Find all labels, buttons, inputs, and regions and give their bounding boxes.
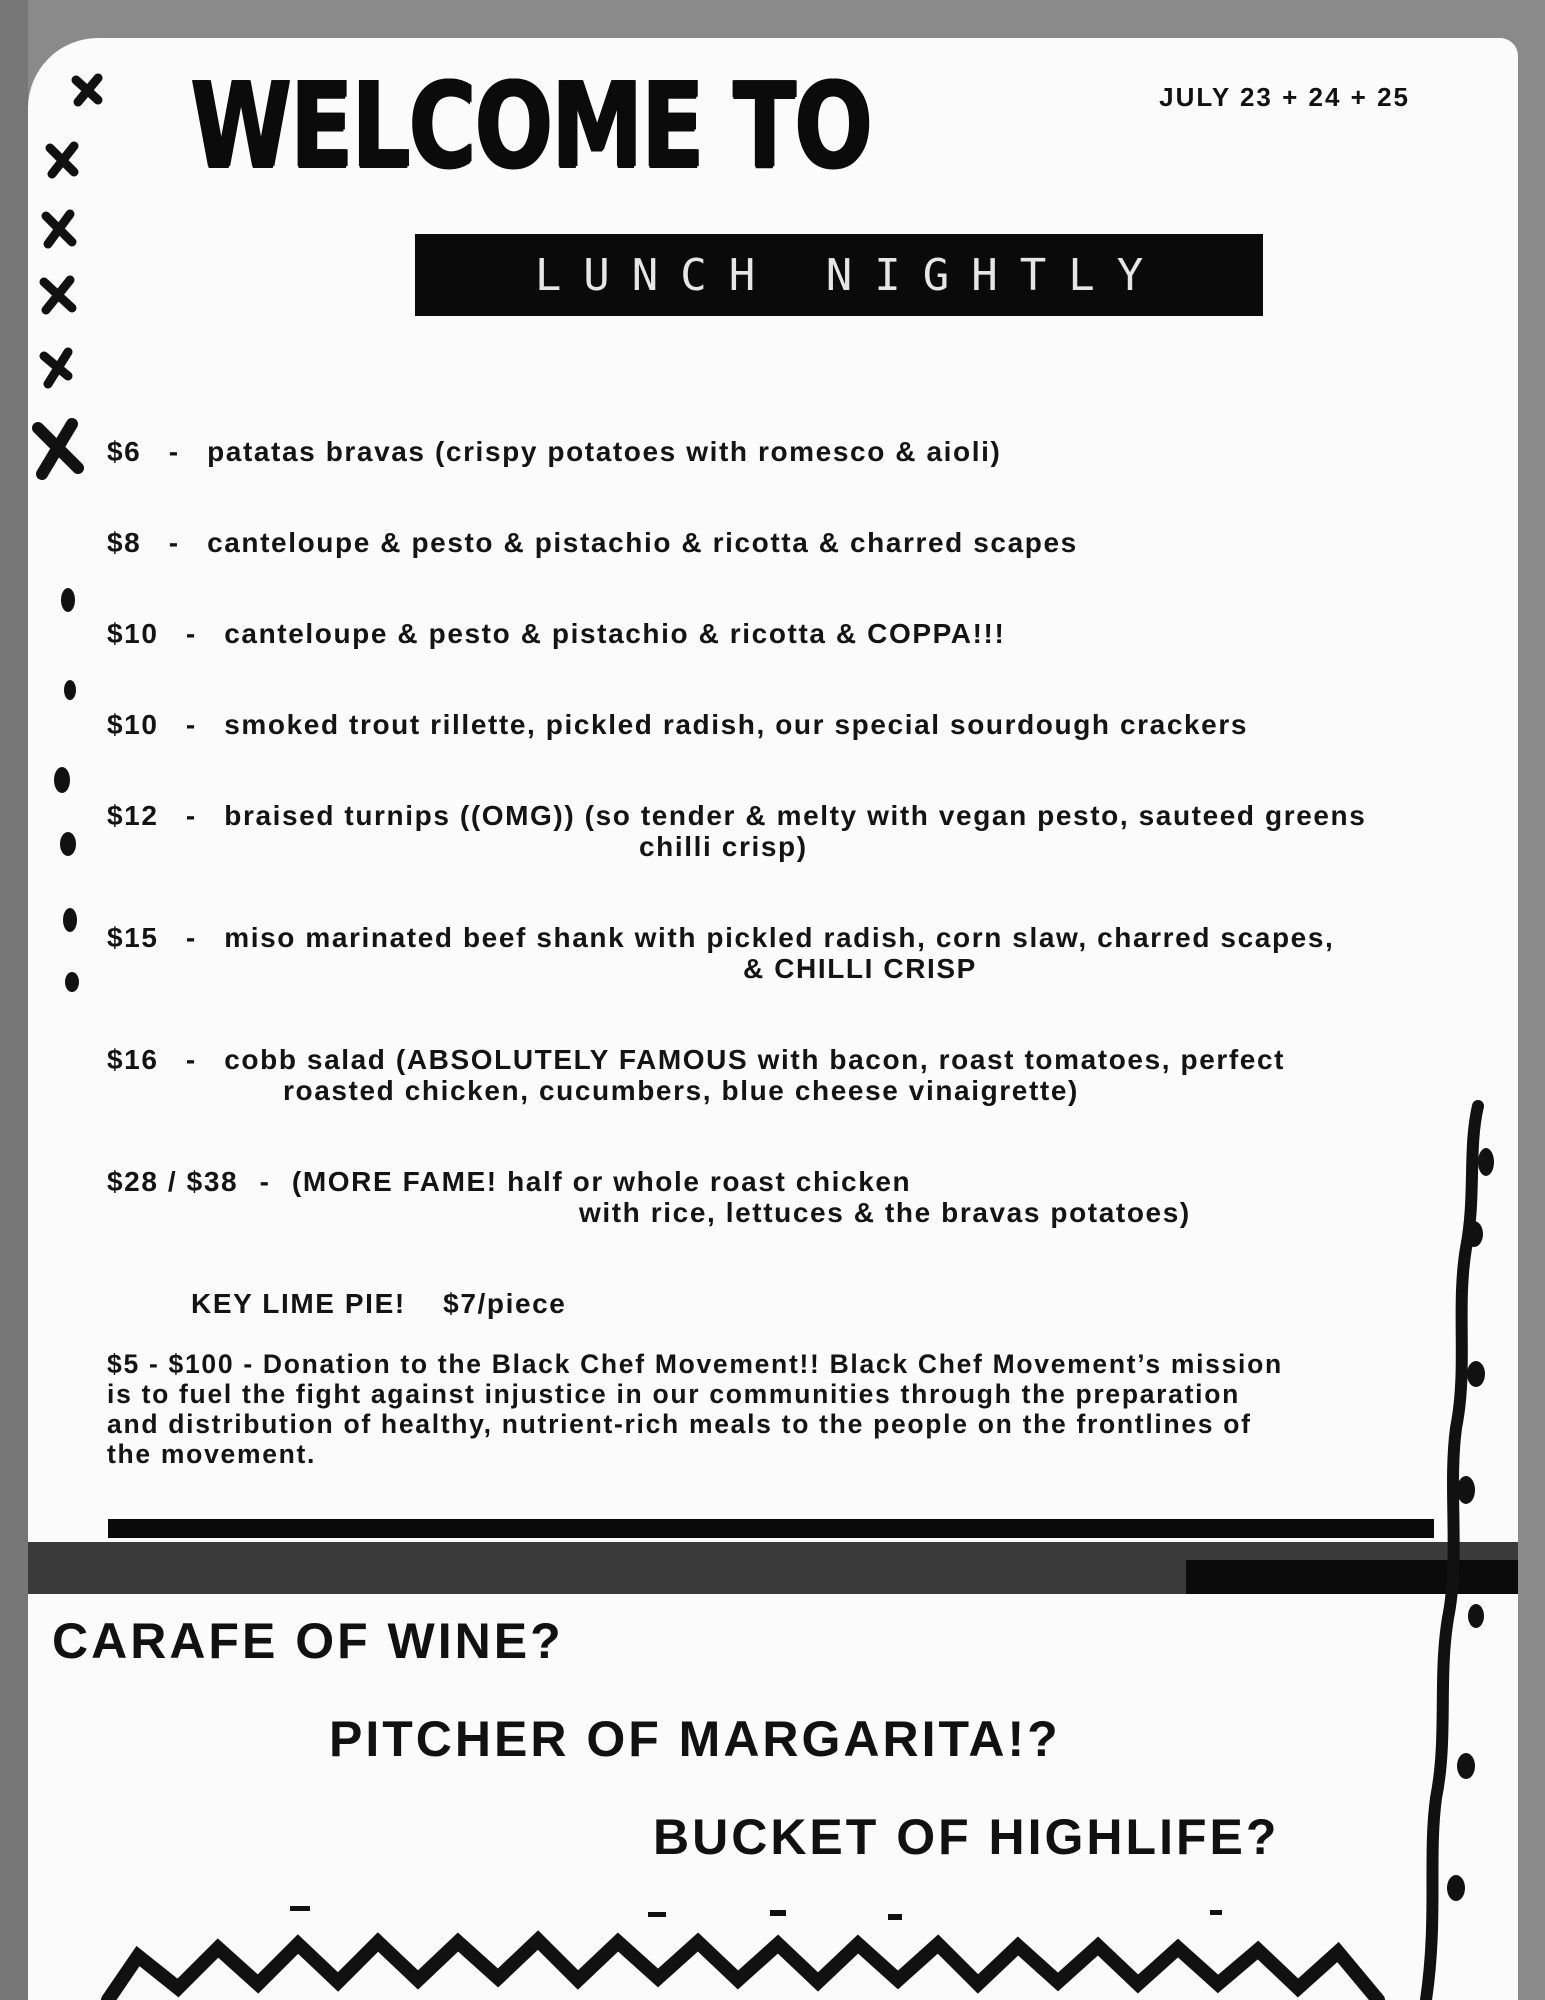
menu-item [107,527,1477,558]
date-range: JULY 23 + 24 + 25 [1159,82,1410,112]
menu-item [107,1166,1477,1228]
item-description: smoked trout rillette, pickled radish, our special sourdough crackers [224,709,1249,740]
item-description: canteloupe & pesto & pistachio & ricotta & COPPA!!! [224,618,1006,649]
item-separator: - [259,1166,271,1197]
x-marks-icon [38,78,98,474]
item-price: $8 [107,527,142,558]
menu-sheet [28,38,1518,2000]
item-description: cobb salad (ABSOLUTELY FAMOUS with bacon, roast tomatoes, perfect [224,1044,1286,1075]
drink-wine: CARAFE OF WINE? [52,1613,564,1669]
page-title: WELCOME TO [190,56,871,194]
menu-item [107,436,1477,467]
donation-line: the movement. [107,1439,317,1469]
item-separator: - [185,709,197,740]
donation-line: and distribution of healthy, nutrient-rich meals to the people on the frontlines of [107,1409,1252,1439]
bottom-zigzag-icon [108,1940,1378,2000]
menu-item [107,800,1477,862]
item-price: $10 [107,709,159,740]
donation-note [107,1349,1477,1469]
menu-item [107,922,1477,984]
donation-line: is to fuel the fight against injustice in our communities through the preparation [107,1379,1240,1409]
divider-band-dark [1186,1560,1518,1594]
item-description: braised turnips ((OMG)) (so tender & melty with vegan pesto, sauteed greens [224,800,1367,831]
menu-item [107,618,1477,649]
item-price: $15 [107,922,159,953]
scan-edge [0,0,28,2000]
item-price: $6 [107,436,142,467]
subtitle-text: LUNCH NIGHTLY [534,249,1166,301]
dessert-name: KEY LIME PIE! [191,1288,406,1319]
menu-item [107,1044,1477,1106]
item-price: $10 [107,618,159,649]
dessert-price: $7/piece [443,1288,567,1319]
bottom-specks-icon [290,1906,1222,1920]
item-separator: - [168,436,180,467]
drink-highlife: BUCKET OF HIGHLIFE? [653,1809,1280,1865]
item-separator: - [185,800,197,831]
item-separator: - [185,618,197,649]
item-description: (MORE FAME! half or whole roast chicken [291,1166,912,1197]
item-description-continued: chilli crisp) [639,831,808,862]
drink-margarita: PITCHER OF MARGARITA!? [329,1711,1061,1767]
subtitle-banner [415,234,1263,316]
left-dots-icon [54,588,79,992]
item-description: miso marinated beef shank with pickled radish, corn slaw, charred scapes, [224,922,1335,953]
item-description-continued: with rice, lettuces & the bravas potatoes) [579,1197,1191,1228]
item-price: $12 [107,800,159,831]
divider-rule [108,1519,1434,1538]
donation-line: $5 - $100 - Donation to the Black Chef Movement!! Black Chef Movement’s mission [107,1349,1283,1379]
item-description-continued: & CHILLI CRISP [743,953,977,984]
item-separator: - [168,527,180,558]
item-description: canteloupe & pesto & pistachio & ricotta & charred scapes [207,527,1078,558]
item-price: $16 [107,1044,159,1075]
item-separator: - [185,1044,197,1075]
item-description-continued: roasted chicken, cucumbers, blue cheese vinaigrette) [283,1075,1079,1106]
menu-list [107,436,1477,1469]
dessert-item [107,1288,1477,1319]
item-description: patatas bravas (crispy potatoes with romesco & aioli) [207,436,1002,467]
item-separator: - [185,922,197,953]
menu-item [107,709,1477,740]
item-price: $28 / $38 [107,1166,239,1197]
